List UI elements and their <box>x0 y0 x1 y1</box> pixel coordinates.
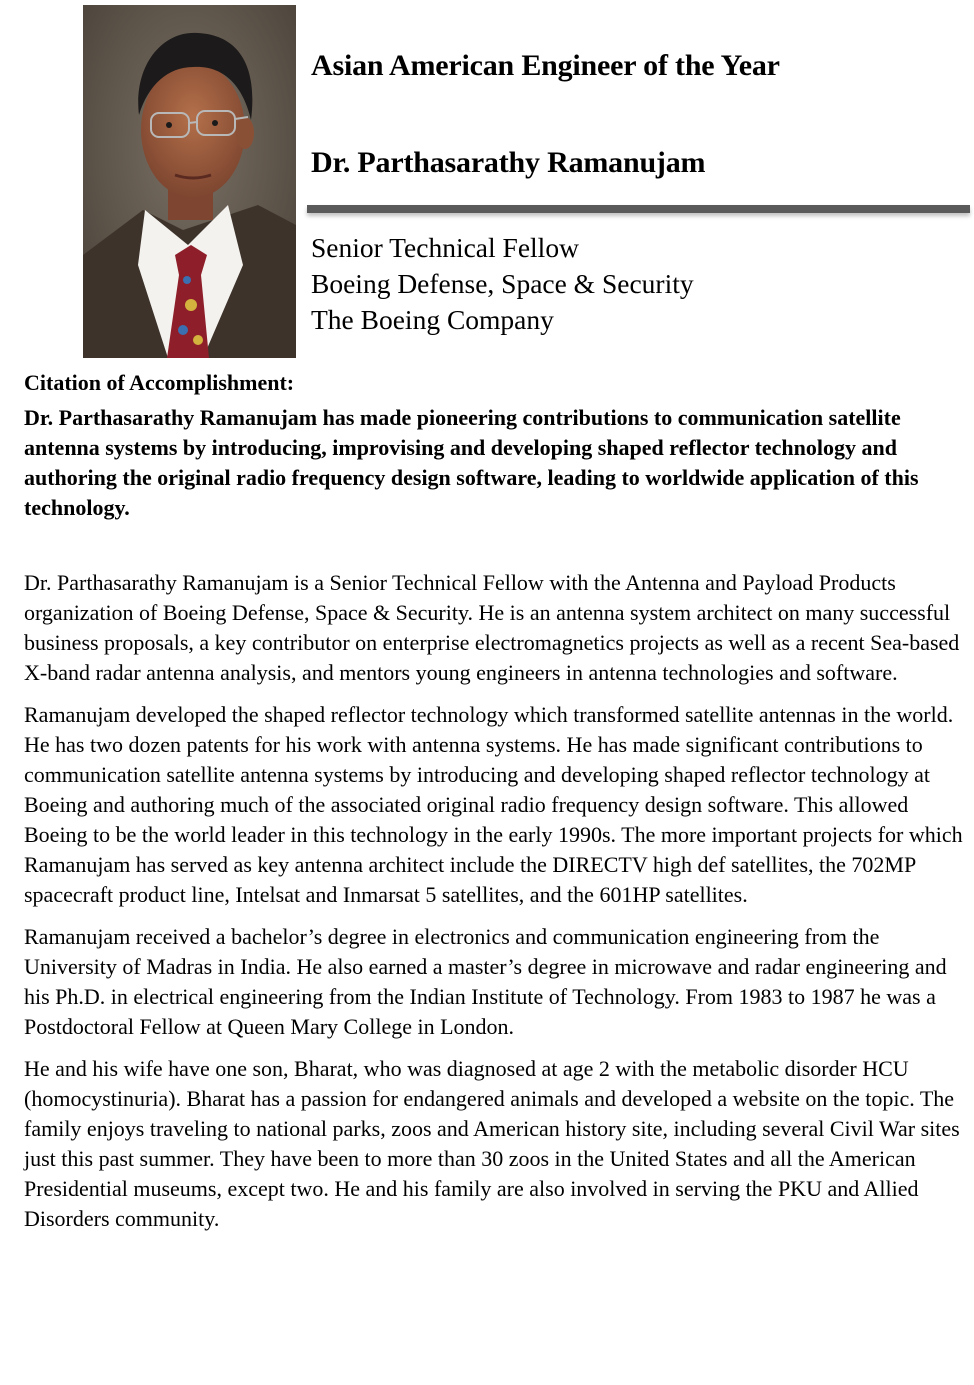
award-title: Asian American Engineer of the Year <box>311 49 780 82</box>
bio-paragraph-role: Dr. Parthasarathy Ramanujam is a Senior Technical Fellow with the Antenna and Payload Products organization of Boeing Defense, Space & Security. He is an antenna system architect on many successful business proposals, a key contributor on enterprise electromagnetics projects as well as a recent Sea-based X-band radar antenna analysis, and mentors young engineers in antenna technologies and software. <box>24 570 960 685</box>
biography <box>24 568 964 1246</box>
ear <box>236 117 254 149</box>
affiliation-list <box>311 230 694 338</box>
header-divider <box>307 205 970 213</box>
affiliation-company: The Boeing Company <box>311 304 554 335</box>
tie-pattern-dot <box>178 325 188 335</box>
portrait-illustration <box>83 5 296 358</box>
citation-heading: Citation of Accomplishment: <box>24 370 295 395</box>
bio-paragraph-achievements: Ramanujam developed the shaped reflector technology which transformed satellite antennas in the world. He has two dozen patents for his work with antenna systems. He has made significant contributions to communication satellite antenna systems by introducing and developing shaped reflector technology at Boeing and authoring much of the associated original radio frequency design software. This allowed Boeing to be the world leader in this technology in the early 1990s. The more important projects for which Ramanujam has served as key antenna architect include the DIRECTV high def satellites, the 702MP spacecraft product line, Intelsat and Inmarsat 5 satellites, and the 601HP satellites. <box>24 702 963 907</box>
affiliation-title: Senior Technical Fellow <box>311 232 579 263</box>
tie-pattern-dot <box>185 299 197 311</box>
eye <box>212 120 218 126</box>
recipient-name: Dr. Parthasarathy Ramanujam <box>311 146 706 179</box>
bio-paragraph-education: Ramanujam received a bachelor’s degree in electronics and communication engineering from the University of Madras in India. He also earned a master’s degree in microwave and radar engineering and his Ph.D. in electrical engineering from the Indian Institute of Technology. From 1983 to 1987 he was a Postdoctoral Fellow at Queen Mary College in London. <box>24 924 947 1039</box>
bio-paragraph-family: He and his wife have one son, Bharat, who was diagnosed at age 2 with the metabolic disorder HCU (homocystinuria). Bharat has a passion for endangered animals and developed a website on the topic. The family enjoys traveling to national parks, zoos and American history site, including several Civil War sites just this past summer. They have been to more than 30 zoos in the United States and all the American Presidential museums, except two. He and his family are also involved in serving the PKU and Allied Disorders community. <box>24 1056 960 1231</box>
affiliation-division: Boeing Defense, Space & Security <box>311 268 694 299</box>
tie-pattern-dot <box>183 276 191 284</box>
citation-text: Dr. Parthasarathy Ramanujam has made pioneering contributions to communication satellite antenna systems by introducing, improvising and developing shaped reflector technology and authoring the original radio frequency design software, leading to worldwide application of this technology. <box>24 405 919 520</box>
portrait-photo <box>83 5 296 358</box>
tie-pattern-dot <box>193 335 203 345</box>
eye <box>166 122 172 128</box>
